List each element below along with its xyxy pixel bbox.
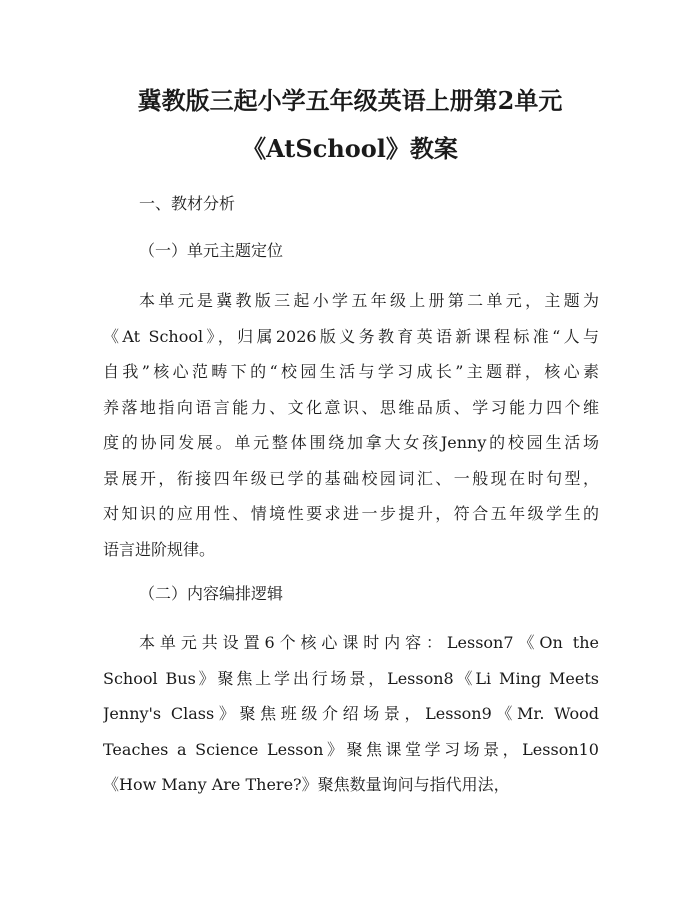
section-heading-textbook-analysis: 一、教材分析 [139, 194, 236, 213]
paragraph-line: 本单元是冀教版三起小学五年级上册第二单元，主题为 [139, 291, 599, 310]
paragraph-line: 度的协同发展。单元整体围绕加拿大女孩Jenny的校园生活场 [103, 433, 599, 452]
paragraph-line: 对知识的应用性、情境性要求进一步提升，符合五年级学生的 [103, 504, 599, 523]
paragraph-content-logic [103, 625, 599, 803]
paragraph-line: 本单元共设置6个核心课时内容：Lesson7《On the [139, 633, 599, 652]
document-title-line-1: 冀教版三起小学五年级英语上册第2单元 [137, 86, 563, 115]
subsection-heading-content-logic: （二）内容编排逻辑 [139, 584, 284, 603]
paragraph-unit-theme [103, 283, 599, 567]
paragraph-line: 自我”核心范畴下的“校园生活与学习成长”主题群，核心素 [103, 362, 599, 381]
paragraph-line: 《How Many Are There?》聚焦数量询问与指代用法， [103, 775, 510, 794]
subsection-heading-unit-theme: （一）单元主题定位 [139, 241, 284, 260]
paragraph-line: 养落地指向语言能力、文化意识、思维品质、学习能力四个维 [103, 397, 599, 417]
paragraph-line: 《At School》，归属2026版义务教育英语新课程标准“人与 [103, 326, 599, 346]
paragraph-line: 景展开，衔接四年级已学的基础校园词汇、一般现在时句型， [103, 468, 599, 488]
paragraph-line: Jenny's Class》聚焦班级介绍场景，Lesson9《Mr. Wood [103, 704, 599, 723]
paragraph-line: School Bus》聚焦上学出行场景，Lesson8《Li Ming Meets [103, 668, 599, 688]
document-title-line-2: 《AtSchool》教案 [242, 134, 458, 163]
paragraph-line: 语言进阶规律。 [103, 539, 216, 559]
paragraph-line: Teaches a Science Lesson》聚焦课堂学习场景，Lesson10 [103, 739, 599, 759]
